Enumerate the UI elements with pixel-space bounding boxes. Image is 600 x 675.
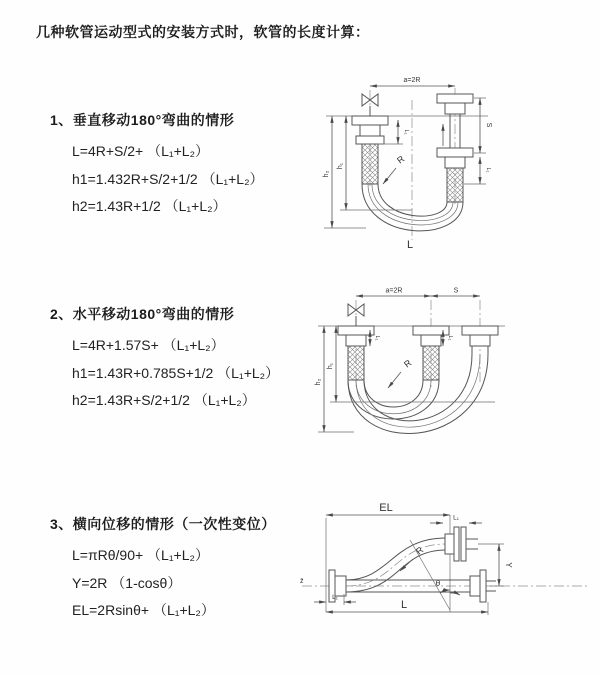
dim-label-l1-left: L₁: [403, 129, 409, 135]
radius-leader: [400, 559, 413, 571]
theta-label: θ: [435, 579, 441, 588]
left-flange-assembly: [352, 116, 388, 144]
angle-arc-right: [450, 593, 460, 595]
mid-hose-braid: [423, 346, 439, 380]
dim-label-l: L: [400, 599, 408, 611]
dim-label-l1-left: L₁: [332, 594, 338, 601]
page-title: 几种软管运动型式的安装方式时，软管的长度计算：: [36, 24, 370, 40]
dim-label-l1-left: L₁: [374, 335, 380, 341]
dim-label-stroke-s: S: [453, 287, 459, 295]
left-hose-braid: [348, 346, 364, 380]
formula-length: L=4R+1.57S+ （L₁+L₂）: [72, 337, 225, 353]
right-flange-upper: [437, 94, 473, 114]
radius-label: R: [395, 153, 407, 166]
radius-leader: [383, 168, 396, 184]
formula-length: L=4R+S/2+ （L₁+L₂）: [72, 143, 210, 159]
radius-label: R: [413, 544, 426, 557]
dim-label-h1: h₁: [327, 362, 334, 370]
formula-y: Y=2R （1-cosθ）: [72, 574, 182, 591]
dim-label-l1-top: L₁: [453, 514, 459, 522]
right-flange-lower: [437, 148, 473, 168]
diagram-lateral-displacement: [298, 498, 598, 633]
dim-label-h2: h₂: [315, 378, 322, 386]
dim-label-h1: h₁: [337, 162, 344, 170]
section-horizontal-move: [50, 304, 279, 415]
dim-label-el: EL: [379, 502, 393, 514]
formula-h1: h1=1.432R+S/2+1/2 （L₁+L₂）: [72, 170, 264, 187]
diagram-vertical-move-180-bend: [310, 70, 600, 265]
section-vertical-move: [50, 110, 264, 221]
radius-leader: [388, 372, 401, 388]
section-2-heading: 2、水平移动180°弯曲的情形: [50, 306, 235, 322]
diagram-horizontal-move-180-bend: [310, 282, 600, 477]
formula-length: L=πRθ/90+ （L₁+L₂）: [72, 547, 209, 563]
formula-h1: h1=1.43R+0.785S+1/2 （L₁+L₂）: [72, 364, 280, 381]
length-label: L: [406, 239, 414, 251]
formula-h2: h2=1.43R+S/2+1/2 （L₁+L₂）: [72, 392, 256, 408]
formula-el: EL=2Rsinθ+ （L₁+L₂）: [72, 602, 215, 618]
section-3-heading: 3、横向位移的情形（一次性变位）: [50, 516, 276, 532]
dim-label-a2r: a=2R: [385, 287, 403, 295]
dim-label-h2: h₂: [323, 170, 330, 178]
dim-label-l1-right: L₁: [485, 167, 491, 173]
right-hose-braid: [447, 168, 463, 202]
radius-label: R: [402, 357, 414, 370]
u-bend-hose-original: [348, 380, 439, 419]
displaced-hose: [346, 538, 446, 592]
ext-lines-h: [324, 210, 412, 228]
dim-label-a2r: a=2R: [403, 77, 421, 84]
mid-flange-assembly: [413, 326, 449, 346]
ext-lines-right: [464, 98, 486, 184]
dim-label-y: Y: [504, 562, 513, 568]
axis-mark-label: z̄: [300, 578, 304, 585]
formula-h2: h2=1.43R+1/2 （L₁+L₂）: [72, 198, 227, 214]
u-bend-hose-moved: [348, 354, 488, 434]
dim-label-l1-mid: L₁: [447, 335, 453, 341]
section-1-heading: 1、垂直移动180°弯曲的情形: [50, 112, 235, 128]
section-lateral-displacement: [50, 514, 276, 625]
left-flange-assembly: [338, 326, 374, 346]
right-flange-assembly: [462, 326, 498, 346]
left-hose-braid: [362, 144, 378, 184]
dim-label-stroke-s: S: [485, 122, 492, 128]
